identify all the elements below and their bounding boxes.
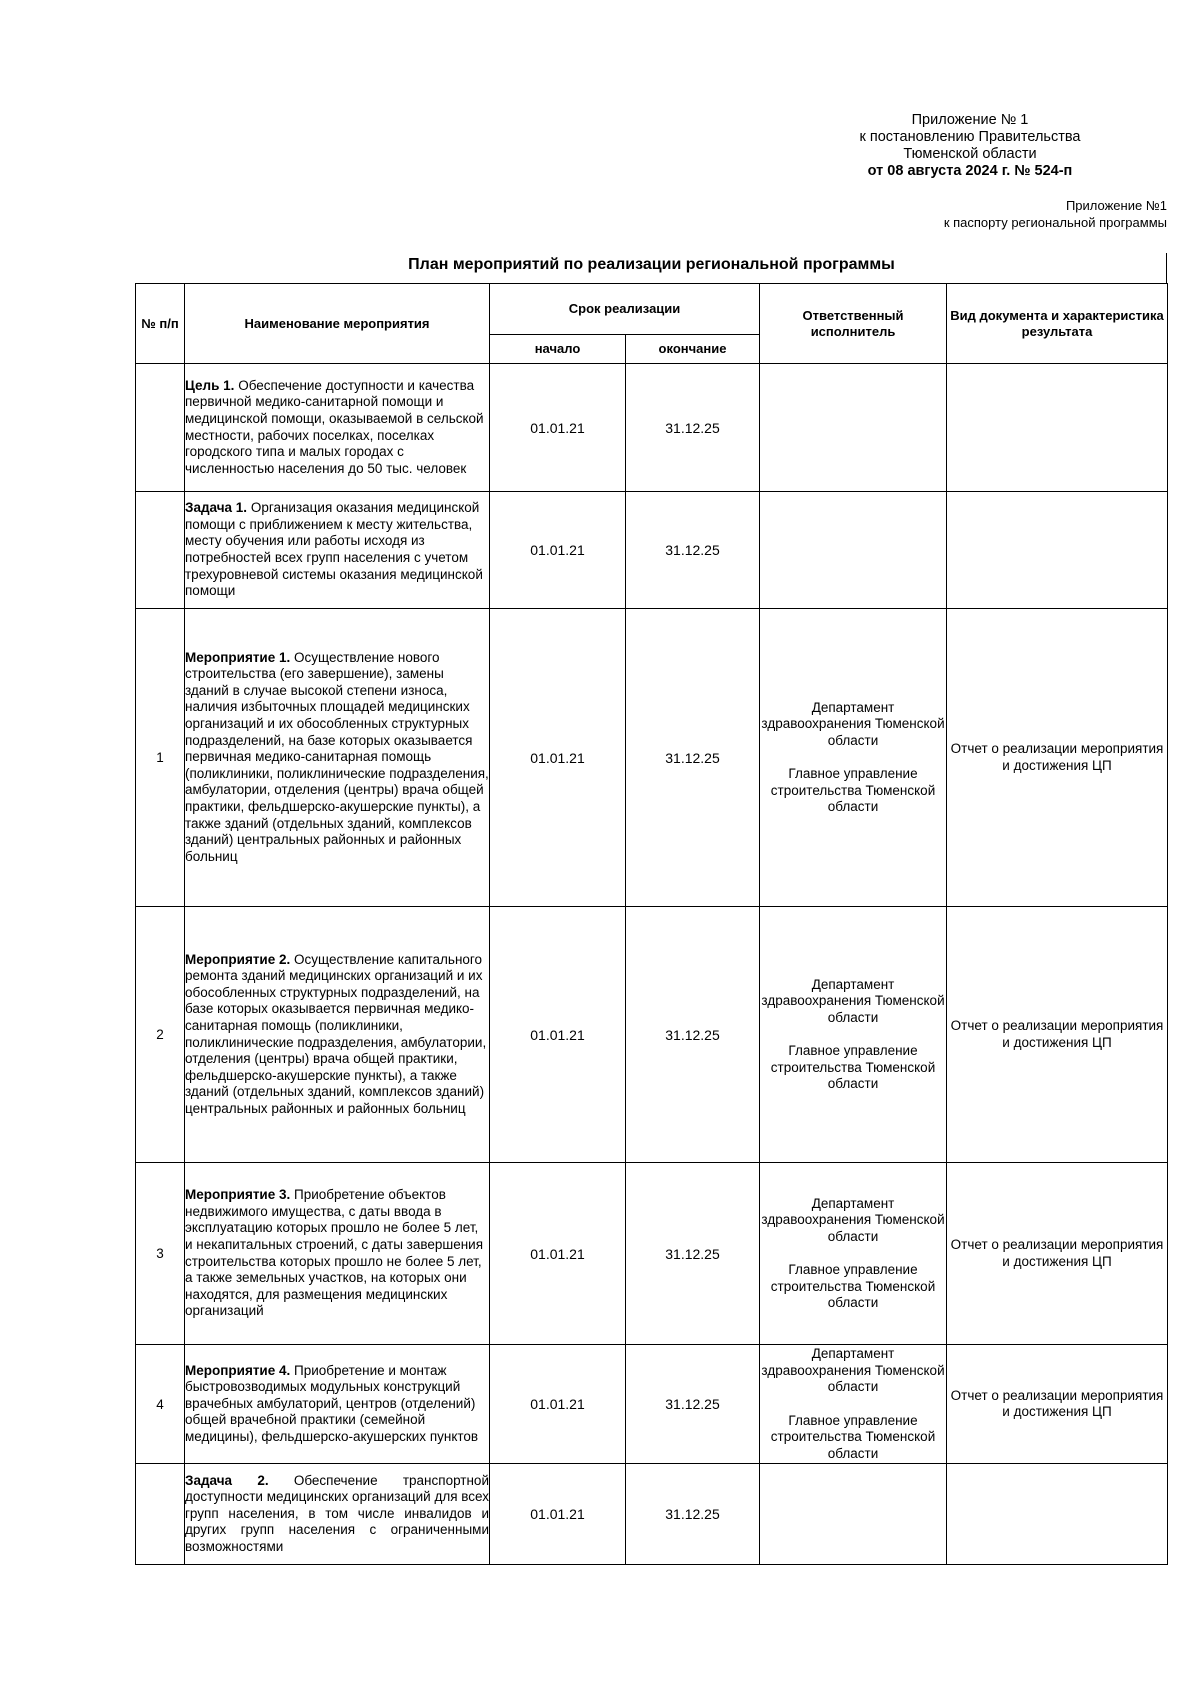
- row-executor-1: Департамент здравоохранения Тюменской области: [761, 1195, 945, 1244]
- row-document: [947, 364, 1168, 492]
- appendix-block: [820, 112, 1120, 180]
- row-executor: [760, 1464, 947, 1565]
- row-executor-2: Главное управление строительства Тюменской области: [770, 1043, 936, 1091]
- table-row: [136, 364, 1168, 492]
- header-num: № п/п: [136, 284, 185, 364]
- row-num: 2: [136, 907, 185, 1163]
- row-label: Мероприятие 1.: [185, 649, 291, 665]
- row-text: Приобретение и монтаж быстровозводимых модульных конструкций врачебных амбулаторий, центров (отделений) общей врачебной практики (семейной медицины), фельдшерско-акушерских пунктов: [185, 1362, 479, 1444]
- appendix-line-1: Приложение № 1: [911, 112, 1029, 128]
- table-row: [136, 1163, 1168, 1345]
- table-row: [136, 1464, 1168, 1565]
- passport-appendix-block: [767, 197, 1167, 231]
- row-start: 01.01.21: [490, 364, 626, 492]
- row-end: 31.12.25: [626, 1163, 760, 1345]
- passport-appendix-line-2: к паспорту региональной программы: [943, 215, 1167, 230]
- row-end: 31.12.25: [626, 609, 760, 907]
- row-num: [136, 364, 185, 492]
- row-num: [136, 1464, 185, 1565]
- header-name: Наименование мероприятия: [185, 284, 490, 364]
- row-document: Отчет о реализации мероприятия и достижения ЦП: [947, 609, 1168, 907]
- row-executor-2: Главное управление строительства Тюменской области: [770, 1412, 936, 1461]
- row-label: Мероприятие 4.: [185, 1362, 291, 1378]
- passport-appendix-line-1: Приложение №1: [1065, 198, 1167, 213]
- title-border-right: [1166, 253, 1167, 284]
- row-label: Задача 1.: [185, 500, 248, 516]
- appendix-line-2: к постановлению Правительства: [859, 129, 1081, 145]
- row-name: [185, 907, 490, 1163]
- row-end: 31.12.25: [626, 364, 760, 492]
- row-document: [947, 492, 1168, 609]
- row-start: 01.01.21: [490, 1345, 626, 1464]
- row-label: Мероприятие 3.: [185, 1187, 291, 1203]
- header-period: Срок реализации: [490, 284, 760, 335]
- header-executor: Ответственный исполнитель: [760, 284, 947, 364]
- row-end: 31.12.25: [626, 1345, 760, 1464]
- row-executor: [760, 1345, 947, 1464]
- row-label: Задача 2.: [185, 1472, 269, 1488]
- row-executor: [760, 1163, 947, 1345]
- header-row: [136, 284, 1168, 335]
- row-executor: [760, 609, 947, 907]
- appendix-resolution-date: от 08 августа 2024 г. № 524-п: [867, 163, 1073, 179]
- row-start: 01.01.21: [490, 492, 626, 609]
- table-row: [136, 609, 1168, 907]
- plan-title: План мероприятий по реализации региональной программы: [408, 256, 895, 273]
- header-document: Вид документа и характеристика результата: [947, 284, 1168, 364]
- table-row: [136, 492, 1168, 609]
- row-executor-1: Департамент здравоохранения Тюменской области: [761, 699, 945, 748]
- row-executor-2: Главное управление строительства Тюменской области: [770, 766, 936, 814]
- row-text: Осуществление капитального ремонта зданий медицинских организаций и их обособленных структурных подразделений, на базе которых оказывается первичная медико-санитарная помощь (поликлиники, поликлинические подразделения, амбулатории, отделения (центры) врача общей практики, фельдшерско-акушерские пункты), а также зданий (отдельных зданий, комплексов зданий) центральных районных и районных больниц: [185, 951, 487, 1116]
- row-executor: [760, 907, 947, 1163]
- row-name: [185, 364, 490, 492]
- row-document: Отчет о реализации мероприятия и достижения ЦП: [947, 1163, 1168, 1345]
- row-end: 31.12.25: [626, 492, 760, 609]
- appendix-line-3: Тюменской области: [903, 146, 1037, 162]
- row-num: 3: [136, 1163, 185, 1345]
- table-row: [136, 907, 1168, 1163]
- row-name: [185, 1345, 490, 1464]
- row-start: 01.01.21: [490, 907, 626, 1163]
- row-text: Обеспечение доступности и качества первичной медико-санитарной помощи и медицинской помощи, оказываемой в сельской местности, рабочих поселках, поселках городского типа и малых городах с численностью населения до 50 тыс. человек: [185, 377, 484, 476]
- row-text: Организация оказания медицинской помощи с приближением к месту жительства, месту обучения или работы исходя из потребностей всех групп населения с учетом трехуровневой системы оказания медицинской помощи: [185, 500, 483, 599]
- row-end: 31.12.25: [626, 1464, 760, 1565]
- row-start: 01.01.21: [490, 1163, 626, 1345]
- plan-table: [135, 283, 1168, 1565]
- row-name: [185, 1464, 490, 1565]
- row-start: 01.01.21: [490, 609, 626, 907]
- row-end: 31.12.25: [626, 907, 760, 1163]
- row-name: [185, 492, 490, 609]
- row-text: Осуществление нового строительства (его завершение), замены зданий в случае высокой степени износа, наличия избыточных площадей медицинских организаций и их обособленных структурных подразделений, на базе которых оказывается первичная медико-санитарная помощь (поликлиники, поликлинические подразделения, амбулатории, отделения (центры) врача общей практики, фельдшерско-акушерские пункты), а также зданий (отдельных зданий, комплексов зданий) центральных районных и районных больниц: [185, 649, 489, 864]
- row-text: Приобретение объектов недвижимого имущества, с даты ввода в эксплуатацию которых прошло не более 5 лет, и некапитальных строений, с даты завершения строительства которых прошло не более 5 лет, а также земельных участков, на которых они находятся, для размещения медицинских организаций: [185, 1187, 484, 1319]
- row-document: Отчет о реализации мероприятия и достижения ЦП: [947, 907, 1168, 1163]
- row-executor-2: Главное управление строительства Тюменской области: [770, 1262, 936, 1310]
- row-name: [185, 609, 490, 907]
- table-row: [136, 1345, 1168, 1464]
- row-executor: [760, 492, 947, 609]
- row-num: [136, 492, 185, 609]
- row-document: [947, 1464, 1168, 1565]
- header-end: окончание: [626, 335, 760, 364]
- row-executor-1: Департамент здравоохранения Тюменской области: [761, 1346, 945, 1394]
- row-text: Обеспечение транспортной доступности медицинских организаций для всех групп населения, в том числе инвалидов и других групп населения с ограниченными возможностями: [185, 1472, 490, 1554]
- row-executor-1: Департамент здравоохранения Тюменской области: [761, 976, 945, 1025]
- row-num: 1: [136, 609, 185, 907]
- row-start: 01.01.21: [490, 1464, 626, 1565]
- row-label: Мероприятие 2.: [185, 951, 291, 967]
- row-name: [185, 1163, 490, 1345]
- row-executor: [760, 364, 947, 492]
- row-label: Цель 1.: [185, 377, 235, 393]
- row-num: 4: [136, 1345, 185, 1464]
- header-start: начало: [490, 335, 626, 364]
- row-document: Отчет о реализации мероприятия и достижения ЦП: [947, 1345, 1168, 1464]
